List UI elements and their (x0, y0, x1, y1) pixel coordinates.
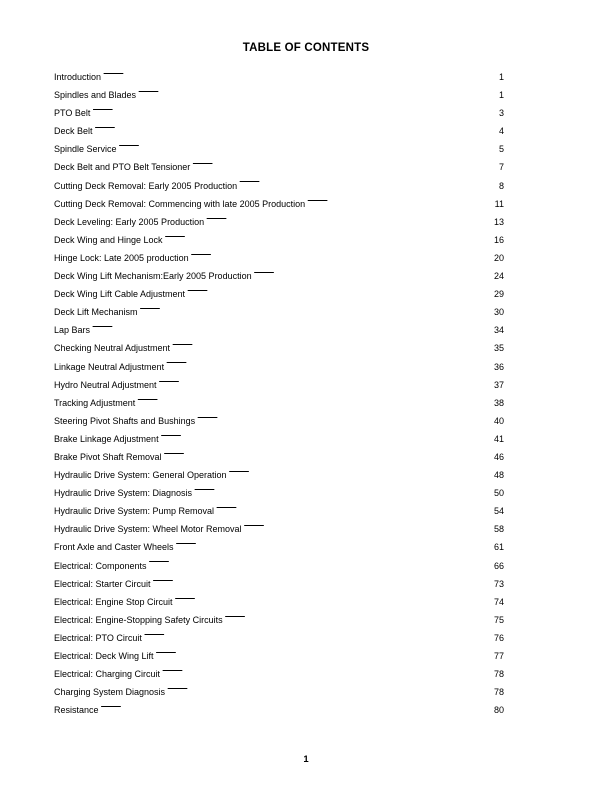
toc-entry-label: Resistance (54, 705, 99, 716)
toc-entry-label: Hydraulic Drive System: Diagnosis (54, 488, 193, 499)
toc-entry-label: Deck Belt (54, 126, 93, 137)
toc-entry-page: 1 (498, 90, 504, 101)
toc-entry-label: Front Axle and Caster Wheels (54, 542, 174, 553)
toc-entry-page: 78 (493, 669, 504, 680)
toc-entry[interactable] (54, 68, 504, 86)
toc-entry-label: Steering Pivot Shafts and Bushings (54, 415, 196, 426)
toc-entry-label: PTO Belt (54, 108, 91, 119)
toc-dot-leader (239, 179, 498, 189)
toc-entry-label: Deck Lift Mechanism (54, 307, 138, 318)
toc-entry-page: 54 (493, 506, 504, 517)
toc-entry[interactable] (54, 122, 504, 140)
toc-entry-label: Hydraulic Drive System: Wheel Motor Removal (54, 524, 242, 535)
toc-entry[interactable] (54, 557, 504, 575)
toc-dot-leader (172, 341, 493, 351)
toc-dot-leader (191, 251, 493, 261)
toc-dot-leader (144, 631, 493, 641)
toc-entry-label: Spindles and Blades (54, 90, 137, 101)
toc-entry-label: Hydro Neutral Adjustment (54, 379, 157, 390)
toc-entry-label: Electrical: Engine-Stopping Safety Circuits (54, 614, 223, 625)
toc-entry-page: 66 (493, 560, 504, 571)
toc-entry-page: 30 (493, 307, 504, 318)
toc-entry-label: Deck Wing Lift Cable Adjustment (54, 289, 186, 300)
toc-entry-label: Deck Leveling: Early 2005 Production (54, 216, 205, 227)
toc-entry-page: 36 (493, 361, 504, 372)
toc-entry-label: Cutting Deck Removal: Commencing with late 2005 Production (54, 198, 306, 209)
toc-dot-leader (216, 504, 493, 514)
toc-entry-label: Deck Wing and Hinge Lock (54, 234, 163, 245)
page-title: TABLE OF CONTENTS (242, 42, 370, 54)
toc-entry-label: Hinge Lock: Late 2005 production (54, 252, 189, 263)
toc-entry-page: 20 (493, 252, 504, 263)
toc-entry-page: 37 (493, 379, 504, 390)
toc-entry-label: Tracking Adjustment (54, 397, 136, 408)
toc-entry-label: Brake Linkage Adjustment (54, 433, 159, 444)
toc-dot-leader (101, 703, 493, 713)
toc-entry-page: 3 (498, 108, 504, 119)
toc-dot-leader (229, 468, 493, 478)
toc-entry-page: 76 (493, 632, 504, 643)
toc-entry-label: Charging System Diagnosis (54, 687, 166, 698)
toc-entry[interactable] (54, 303, 504, 321)
toc-entry-label: Electrical: Engine Stop Circuit (54, 596, 173, 607)
toc-entry[interactable] (54, 484, 504, 502)
toc-entry[interactable] (54, 665, 504, 683)
toc-entry[interactable] (54, 158, 504, 176)
toc-entry-page: 46 (493, 451, 504, 462)
toc-entry[interactable] (54, 339, 504, 357)
toc-entry[interactable] (54, 213, 504, 231)
toc-entry[interactable] (54, 430, 504, 448)
toc-entry[interactable] (54, 267, 504, 285)
toc-dot-leader (175, 595, 493, 605)
toc-dot-leader (225, 613, 493, 623)
toc-dot-leader (103, 70, 498, 80)
toc-entry-label: Cutting Deck Removal: Early 2005 Production (54, 180, 238, 191)
toc-entry-label: Checking Neutral Adjustment (54, 343, 171, 354)
toc-entry-page: 73 (493, 578, 504, 589)
toc-entry[interactable] (54, 466, 504, 484)
toc-dot-leader (194, 486, 493, 496)
toc-entry-page: 78 (493, 687, 504, 698)
toc-entry-page: 80 (493, 705, 504, 716)
toc-dot-leader (187, 287, 493, 297)
toc-entry-page: 4 (498, 126, 504, 137)
toc-entry[interactable] (54, 231, 504, 249)
toc-entry-page: 38 (493, 397, 504, 408)
toc-entry[interactable] (54, 683, 504, 701)
toc-dot-leader (137, 396, 493, 406)
toc-entry-label: Hydraulic Drive System: General Operation (54, 470, 227, 481)
page-number: 1 (303, 754, 309, 765)
toc-entry-page: 13 (493, 216, 504, 227)
toc-entry[interactable] (54, 502, 504, 520)
toc-entry-label: Lap Bars (54, 325, 91, 336)
toc-entry-label: Spindle Service (54, 144, 117, 155)
toc-entry[interactable] (54, 412, 504, 430)
toc-entry[interactable] (54, 177, 504, 195)
toc-dot-leader (244, 522, 493, 532)
toc-entry[interactable] (54, 249, 504, 267)
toc-entry-page: 50 (493, 488, 504, 499)
toc-entry[interactable] (54, 575, 504, 593)
toc-entry-page: 41 (493, 433, 504, 444)
toc-entry[interactable] (54, 448, 504, 466)
toc-entry[interactable] (54, 629, 504, 647)
toc-entry-page: 74 (493, 596, 504, 607)
toc-entry-page: 75 (493, 614, 504, 625)
toc-entry-page: 35 (493, 343, 504, 354)
toc-entry-label: Linkage Neutral Adjustment (54, 361, 165, 372)
toc-entry-page: 29 (493, 289, 504, 300)
toc-entry-page: 24 (493, 271, 504, 282)
toc-dot-leader (164, 450, 493, 460)
toc-dot-leader (167, 685, 493, 695)
toc-dot-leader (166, 360, 493, 370)
toc-entry-page: 58 (493, 524, 504, 535)
toc-dot-leader (192, 160, 498, 170)
toc-dot-leader (119, 142, 498, 152)
toc-entry-label: Introduction (54, 72, 102, 82)
toc-dot-leader (254, 269, 493, 279)
toc-entry-page: 48 (493, 470, 504, 481)
toc-entry[interactable] (54, 593, 504, 611)
toc-dot-leader (161, 432, 493, 442)
toc-entry-page: 77 (493, 651, 504, 661)
toc-entry[interactable] (54, 358, 504, 376)
toc-entry[interactable] (54, 611, 504, 629)
toc-dot-leader (153, 577, 493, 587)
toc-entry-page: 5 (498, 144, 504, 155)
toc-dot-leader (92, 106, 498, 116)
toc-dot-leader (95, 124, 498, 134)
toc-entry-label: Electrical: Starter Circuit (54, 578, 151, 589)
toc-entry[interactable] (54, 647, 504, 665)
toc-entry-page: 1 (498, 72, 504, 82)
toc-dot-leader (156, 649, 493, 659)
toc-entry[interactable] (54, 701, 504, 719)
toc-entry-page: 8 (498, 180, 504, 191)
toc-entry[interactable] (54, 104, 504, 122)
toc-dot-leader (165, 233, 493, 243)
toc-entry-page: 7 (498, 162, 504, 173)
toc-entry[interactable] (54, 140, 504, 158)
toc-dot-leader (176, 540, 493, 550)
toc-entry-page: 11 (494, 198, 504, 209)
toc-dot-leader (159, 378, 493, 388)
toc-dot-leader (149, 559, 493, 569)
toc-entry-label: Brake Pivot Shaft Removal (54, 451, 162, 462)
toc-entry-label: Electrical: Deck Wing Lift (54, 651, 154, 661)
toc-entry-label: Hydraulic Drive System: Pump Removal (54, 506, 215, 517)
toc-entry-page: 34 (493, 325, 504, 336)
toc-entry[interactable] (54, 376, 504, 394)
toc-entry[interactable] (54, 195, 504, 213)
toc-dot-leader (162, 667, 493, 677)
toc-entry-label: Deck Belt and PTO Belt Tensioner (54, 162, 191, 173)
toc-entry[interactable] (54, 538, 504, 556)
toc-dot-leader (138, 88, 498, 98)
toc-entry[interactable] (54, 86, 504, 104)
toc-dot-leader (206, 215, 493, 225)
toc-entry-label: Electrical: Components (54, 560, 147, 571)
toc-entry-label: Electrical: Charging Circuit (54, 669, 161, 680)
toc-entry-page: 61 (493, 542, 504, 553)
toc-entry[interactable] (54, 321, 504, 339)
table-of-contents (54, 68, 504, 719)
toc-dot-leader (307, 197, 494, 207)
toc-entry[interactable] (54, 520, 504, 538)
toc-entry-page: 40 (493, 415, 504, 426)
toc-dot-leader (92, 323, 493, 333)
toc-entry-label: Electrical: PTO Circuit (54, 632, 142, 643)
toc-entry[interactable] (54, 285, 504, 303)
toc-entry[interactable] (54, 394, 504, 412)
toc-dot-leader (197, 414, 493, 424)
toc-entry-label: Deck Wing Lift Mechanism:Early 2005 Production (54, 271, 252, 282)
toc-entry-page: 16 (493, 234, 504, 245)
toc-dot-leader (140, 305, 493, 315)
